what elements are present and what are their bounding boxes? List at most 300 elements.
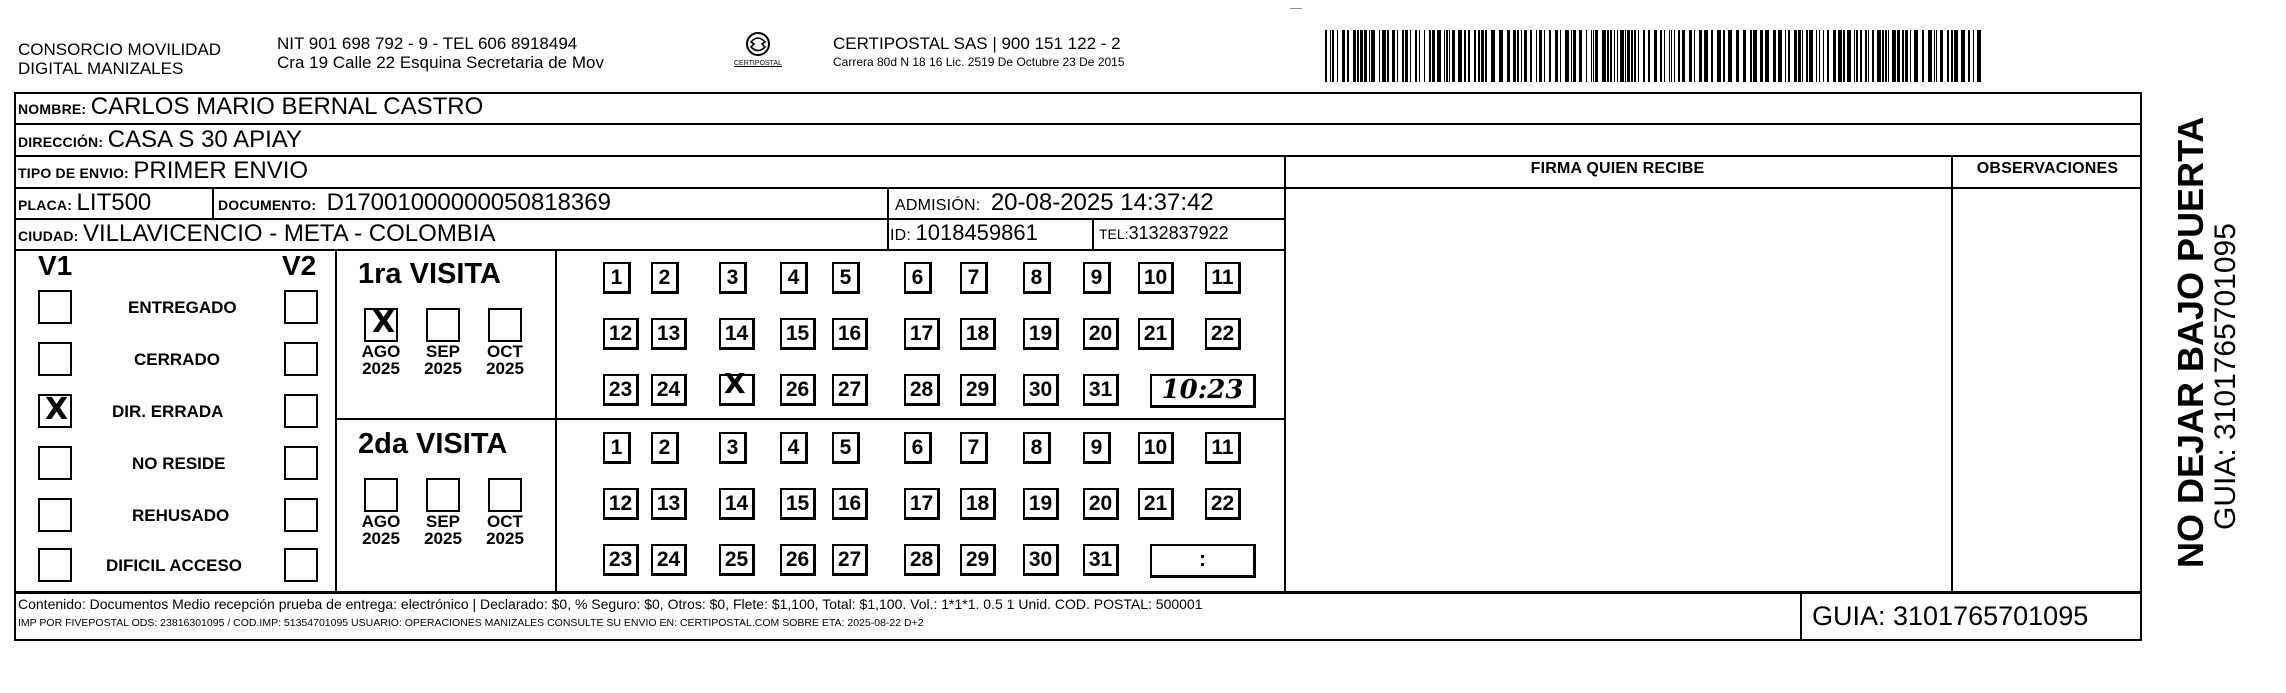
day-box[interactable] bbox=[1023, 544, 1059, 576]
certipostal-info bbox=[833, 34, 1125, 69]
day-box[interactable] bbox=[719, 488, 755, 520]
barcode-bar bbox=[1521, 30, 1522, 82]
barcode-bar bbox=[1617, 30, 1618, 82]
month-label bbox=[420, 513, 466, 547]
barcode-bar bbox=[1620, 30, 1624, 82]
day-number: 16 bbox=[837, 492, 862, 515]
v2-checkbox[interactable] bbox=[284, 446, 318, 480]
day-number: 2 bbox=[658, 266, 671, 289]
barcode-bar bbox=[1951, 30, 1953, 82]
day-box[interactable] bbox=[651, 544, 687, 576]
barcode-bar bbox=[1798, 30, 1801, 82]
month-checkbox[interactable] bbox=[364, 478, 398, 512]
day-number: 4 bbox=[787, 436, 800, 459]
barcode-bar bbox=[1699, 30, 1702, 82]
tipo-field bbox=[18, 157, 308, 185]
barcode-bar bbox=[1940, 30, 1943, 82]
day-box[interactable] bbox=[960, 318, 996, 350]
day-box[interactable] bbox=[719, 262, 747, 294]
day-number: 19 bbox=[1028, 492, 1053, 515]
barcode-bar bbox=[1429, 30, 1431, 82]
day-box[interactable] bbox=[780, 318, 816, 350]
day-box[interactable] bbox=[719, 432, 747, 464]
v1-label: V1 bbox=[38, 250, 73, 281]
barcode-bar bbox=[1819, 30, 1820, 82]
barcode-bar bbox=[1643, 30, 1645, 82]
barcode-bar bbox=[1892, 30, 1896, 82]
v-obs-left bbox=[1951, 155, 1953, 591]
day-box[interactable] bbox=[603, 262, 631, 294]
day-number: 14 bbox=[724, 492, 749, 515]
day-box[interactable] bbox=[780, 488, 816, 520]
barcode-bar bbox=[1631, 30, 1633, 82]
day-number: 28 bbox=[909, 548, 934, 571]
month-year: 2025 bbox=[424, 359, 462, 378]
day-number: 31 bbox=[1088, 548, 1113, 571]
barcode-bar bbox=[1934, 30, 1935, 82]
barcode-bar bbox=[1468, 30, 1470, 82]
barcode-bar bbox=[1860, 30, 1862, 82]
day-box[interactable] bbox=[719, 544, 755, 576]
day-box[interactable] bbox=[832, 318, 868, 350]
day-number: 7 bbox=[967, 266, 980, 289]
rule-1 bbox=[14, 123, 2142, 125]
v1-checkbox[interactable] bbox=[38, 446, 72, 480]
day-box[interactable] bbox=[1205, 488, 1241, 520]
month-year: 2025 bbox=[362, 359, 400, 378]
day-box[interactable] bbox=[832, 544, 868, 576]
day-box[interactable] bbox=[832, 374, 868, 406]
month-name: OCT bbox=[487, 342, 523, 361]
barcode-bar bbox=[1491, 30, 1495, 82]
placa-field bbox=[18, 189, 151, 217]
admision-value: 20-08-2025 14:37:42 bbox=[990, 189, 1214, 216]
day-number: 18 bbox=[965, 492, 990, 515]
barcode-bar bbox=[1337, 30, 1338, 82]
barcode-bar bbox=[1694, 30, 1695, 82]
barcode-bar bbox=[1458, 30, 1462, 82]
barcode-bar bbox=[1922, 30, 1924, 82]
barcode-bar bbox=[1364, 30, 1367, 82]
barcode-bar bbox=[1773, 30, 1776, 82]
day-number: 23 bbox=[608, 548, 633, 571]
v2-checkbox[interactable] bbox=[284, 394, 318, 428]
barcode-bar bbox=[1485, 30, 1487, 82]
direccion-label: DIRECCIÓN: bbox=[18, 134, 104, 150]
day-box[interactable] bbox=[651, 318, 687, 350]
id-field bbox=[890, 220, 1038, 246]
v1-checkbox[interactable] bbox=[38, 290, 72, 324]
day-box[interactable] bbox=[1083, 488, 1119, 520]
barcode-bar bbox=[1549, 30, 1551, 82]
month-year: 2025 bbox=[486, 359, 524, 378]
day-box[interactable] bbox=[1138, 262, 1174, 294]
time-value: : bbox=[1199, 548, 1206, 571]
barcode-bar bbox=[1382, 30, 1386, 82]
barcode-bar bbox=[1452, 30, 1455, 82]
day-box[interactable] bbox=[1083, 262, 1111, 294]
barcode-bar bbox=[1638, 30, 1639, 82]
certipostal-logo bbox=[726, 30, 790, 74]
day-number: 6 bbox=[911, 436, 924, 459]
company-line-2: DIGITAL MANIZALES bbox=[18, 59, 184, 78]
barcode-bar bbox=[1360, 30, 1363, 82]
status-label: REHUSADO bbox=[132, 506, 230, 525]
barcode-bar bbox=[1464, 30, 1466, 82]
v1-checkbox[interactable] bbox=[38, 394, 72, 428]
barcode-bar bbox=[1625, 30, 1626, 82]
day-box[interactable] bbox=[651, 488, 687, 520]
day-number: 24 bbox=[656, 548, 681, 571]
barcode-bar bbox=[1586, 30, 1587, 82]
day-number: 27 bbox=[837, 548, 862, 571]
tipo-label: TIPO DE ENVIO: bbox=[18, 165, 129, 181]
day-box[interactable] bbox=[1205, 432, 1241, 464]
month-name: OCT bbox=[487, 512, 523, 531]
company-line-1: CONSORCIO MOVILIDAD bbox=[18, 40, 222, 59]
day-number: 4 bbox=[787, 266, 800, 289]
day-box[interactable] bbox=[904, 374, 940, 406]
address-line: Cra 19 Calle 22 Esquina Secretaria de Mov bbox=[277, 53, 604, 72]
barcode-bar bbox=[1905, 30, 1908, 82]
logo-text: CERTIPOSTAL bbox=[734, 60, 782, 67]
barcode-bar bbox=[1704, 30, 1708, 82]
barcode-bar bbox=[1446, 30, 1448, 82]
observaciones-label: OBSERVACIONES bbox=[1976, 160, 2119, 177]
day-number: 8 bbox=[1030, 266, 1043, 289]
barcode-bar bbox=[1432, 30, 1435, 82]
barcode-bar bbox=[1481, 30, 1484, 82]
day-number: 29 bbox=[965, 378, 990, 401]
barcode-bar bbox=[1760, 30, 1763, 82]
admision-label: ADMISIÓN: bbox=[895, 197, 981, 214]
rule-2 bbox=[14, 155, 2142, 157]
month-year: 2025 bbox=[424, 529, 462, 548]
day-number: 17 bbox=[909, 492, 934, 515]
v-admision bbox=[887, 187, 889, 249]
barcode-bar bbox=[1536, 30, 1537, 82]
day-number: 3 bbox=[726, 266, 739, 289]
header-mark bbox=[1290, 8, 1302, 9]
barcode-bar bbox=[1968, 30, 1970, 82]
barcode-bar bbox=[1371, 30, 1375, 82]
day-box[interactable] bbox=[1205, 262, 1241, 294]
barcode-bar bbox=[1823, 30, 1824, 82]
barcode-bar bbox=[1387, 30, 1389, 82]
barcode-bar bbox=[1449, 30, 1450, 82]
nombre-value: CARLOS MARIO BERNAL CASTRO bbox=[90, 93, 484, 120]
barcode-bar bbox=[1369, 30, 1370, 82]
day-box[interactable] bbox=[960, 262, 988, 294]
firma-label: FIRMA QUIEN RECIBE bbox=[1530, 160, 1705, 177]
barcode-bar bbox=[1530, 30, 1532, 82]
day-number: 24 bbox=[656, 378, 681, 401]
barcode-bar bbox=[1711, 30, 1713, 82]
v-status bbox=[335, 249, 337, 591]
month-name: AGO bbox=[361, 512, 401, 531]
day-box[interactable] bbox=[603, 432, 631, 464]
barcode-bar bbox=[1555, 30, 1558, 82]
day-number: 19 bbox=[1028, 322, 1053, 345]
day-box[interactable] bbox=[780, 432, 808, 464]
day-number: 25 bbox=[724, 548, 749, 571]
barcode-bar bbox=[1961, 30, 1965, 82]
barcode-bar bbox=[1868, 30, 1869, 82]
barcode-bar bbox=[1843, 30, 1845, 82]
month-check-mark: X bbox=[372, 305, 396, 340]
barcode-bar bbox=[1560, 30, 1561, 82]
barcode-bar bbox=[1524, 30, 1527, 82]
rule-visit-split bbox=[335, 418, 1284, 420]
day-box[interactable] bbox=[1023, 318, 1059, 350]
tipo-value: PRIMER ENVIO bbox=[133, 157, 309, 184]
v1-checkbox[interactable] bbox=[38, 548, 72, 582]
month-checkbox[interactable] bbox=[364, 305, 398, 342]
barcode-bar bbox=[1936, 30, 1937, 82]
day-number: 10 bbox=[1143, 436, 1168, 459]
rule-right-header bbox=[1284, 187, 2142, 189]
day-box[interactable] bbox=[780, 544, 816, 576]
admision-field bbox=[895, 189, 1214, 217]
barcode-bar bbox=[1593, 30, 1594, 82]
id-label: ID: bbox=[890, 227, 912, 244]
barcode-bar bbox=[1330, 30, 1331, 82]
day-box[interactable] bbox=[603, 544, 639, 576]
barcode-bar bbox=[1847, 30, 1851, 82]
month-checkbox[interactable] bbox=[426, 478, 460, 512]
day-box[interactable] bbox=[904, 432, 932, 464]
barcode-bar bbox=[1654, 30, 1657, 82]
day-number: 10 bbox=[1143, 266, 1168, 289]
day-number: 17 bbox=[909, 322, 934, 345]
barcode-bar bbox=[1678, 30, 1680, 82]
barcode-bar bbox=[1802, 30, 1803, 82]
day-box[interactable] bbox=[603, 374, 639, 406]
barcode-bar bbox=[1610, 30, 1612, 82]
month-year: 2025 bbox=[486, 529, 524, 548]
day-number: 26 bbox=[785, 548, 810, 571]
day-box[interactable] bbox=[960, 488, 996, 520]
imp-text: IMP POR FIVEPOSTAL ODS: 23816301095 / COD.IMP: 51354701095 USUARIO: OPERACIONES MANIZALES CONSULTE SU ENVIO EN: CERTIPOSTAL.COM SOBRE ETA: 2025-08-22 D+2 bbox=[18, 617, 924, 629]
v1-checkbox[interactable] bbox=[38, 342, 72, 376]
direccion-value: CASA S 30 APIAY bbox=[107, 126, 303, 153]
barcode-bar bbox=[1753, 30, 1757, 82]
second-visit-label: 2da VISITA bbox=[358, 428, 508, 460]
day-number: 1 bbox=[610, 266, 623, 289]
barcode-bar bbox=[1928, 30, 1932, 82]
month-checkbox[interactable] bbox=[488, 308, 522, 342]
second-visit-time[interactable] bbox=[1150, 544, 1256, 578]
day-number: 11 bbox=[1211, 266, 1234, 289]
day-box[interactable] bbox=[1205, 318, 1241, 350]
day-box[interactable] bbox=[1083, 374, 1119, 406]
day-box[interactable] bbox=[832, 432, 860, 464]
barcode-bar bbox=[1750, 30, 1752, 82]
barcode-bar bbox=[1444, 30, 1445, 82]
barcode-bar bbox=[1856, 30, 1858, 82]
day-number: 28 bbox=[909, 378, 934, 401]
day-box[interactable] bbox=[780, 262, 808, 294]
barcode-bar bbox=[1865, 30, 1867, 82]
barcode-bar bbox=[1357, 30, 1359, 82]
day-number: 8 bbox=[1030, 436, 1043, 459]
month-checkbox[interactable] bbox=[488, 478, 522, 512]
barcode-bar bbox=[1332, 30, 1334, 82]
tel-field bbox=[1099, 223, 1229, 244]
day-box[interactable] bbox=[603, 488, 639, 520]
barcode-bar bbox=[1728, 30, 1732, 82]
day-box[interactable] bbox=[904, 488, 940, 520]
day-box[interactable] bbox=[1023, 488, 1059, 520]
day-box[interactable] bbox=[1083, 544, 1119, 576]
day-number: 12 bbox=[608, 322, 633, 345]
barcode-bar bbox=[1785, 30, 1786, 82]
month-label bbox=[482, 513, 528, 547]
day-box[interactable] bbox=[960, 432, 988, 464]
barcode-bar bbox=[1405, 30, 1408, 82]
barcode-bar bbox=[1910, 30, 1911, 82]
barcode-bar bbox=[1424, 30, 1425, 82]
status-label: NO RESIDE bbox=[132, 454, 226, 473]
v-tel bbox=[1092, 218, 1094, 249]
v1-check-mark: X bbox=[45, 392, 69, 427]
day-box[interactable] bbox=[832, 488, 868, 520]
day-number: 9 bbox=[1090, 436, 1103, 459]
status-label: DIFICIL ACCESO bbox=[106, 556, 243, 575]
month-year: 2025 bbox=[362, 529, 400, 548]
day-number: 21 bbox=[1143, 492, 1168, 515]
barcode-bar bbox=[1885, 30, 1887, 82]
barcode-bar bbox=[1888, 30, 1889, 82]
barcode-bar bbox=[1765, 30, 1769, 82]
v-months bbox=[555, 249, 557, 591]
day-box[interactable] bbox=[1138, 318, 1174, 350]
day-box[interactable] bbox=[719, 367, 755, 406]
day-number: 12 bbox=[608, 492, 633, 515]
time-value: 10:23 bbox=[1161, 375, 1244, 405]
barcode-bar bbox=[1973, 30, 1974, 82]
day-box[interactable] bbox=[1083, 318, 1119, 350]
barcode-bar bbox=[1806, 30, 1808, 82]
barcode-bar bbox=[1507, 30, 1510, 82]
day-box[interactable] bbox=[651, 432, 679, 464]
day-box[interactable] bbox=[960, 374, 996, 406]
v1-checkbox[interactable] bbox=[38, 498, 72, 532]
day-box[interactable] bbox=[960, 544, 996, 576]
day-box[interactable] bbox=[1023, 432, 1051, 464]
barcode-bar bbox=[1827, 30, 1829, 82]
barcode-bar bbox=[1689, 30, 1692, 82]
barcode-bar bbox=[1838, 30, 1842, 82]
barcode-bar bbox=[1402, 30, 1404, 82]
barcode bbox=[1325, 30, 1985, 82]
day-box[interactable] bbox=[832, 262, 860, 294]
status-label: CERRADO bbox=[134, 350, 220, 369]
day-box[interactable] bbox=[780, 374, 816, 406]
barcode-bar bbox=[1544, 30, 1545, 82]
day-box[interactable] bbox=[651, 374, 687, 406]
month-label bbox=[358, 513, 404, 547]
day-box[interactable] bbox=[904, 318, 940, 350]
day-number: 14 bbox=[724, 322, 749, 345]
barcode-bar bbox=[1571, 30, 1572, 82]
v2-label: V2 bbox=[282, 250, 317, 281]
barcode-bar bbox=[1634, 30, 1636, 82]
month-name: SEP bbox=[425, 512, 461, 531]
tel-label: TEL: bbox=[1099, 226, 1129, 242]
day-box[interactable] bbox=[1138, 432, 1174, 464]
barcode-bar bbox=[1627, 30, 1630, 82]
barcode-bar bbox=[1437, 30, 1441, 82]
day-number: 20 bbox=[1088, 322, 1113, 345]
month-checkbox[interactable] bbox=[426, 308, 460, 342]
day-box[interactable] bbox=[904, 262, 932, 294]
v2-checkbox[interactable] bbox=[284, 498, 318, 532]
side-guia: GUIA: 3101765701095 bbox=[2209, 223, 2242, 530]
barcode-bar bbox=[1565, 30, 1569, 82]
day-check-mark: X bbox=[724, 367, 746, 400]
barcode-bar bbox=[1591, 30, 1592, 82]
barcode-bar bbox=[1392, 30, 1395, 82]
day-box[interactable] bbox=[603, 318, 639, 350]
day-number: 11 bbox=[1211, 436, 1234, 459]
day-box[interactable] bbox=[1138, 488, 1174, 520]
company-details bbox=[277, 34, 604, 72]
barcode-bar bbox=[1947, 30, 1949, 82]
direccion-field bbox=[18, 126, 302, 154]
day-number: 3 bbox=[726, 436, 739, 459]
rule-5 bbox=[14, 249, 1284, 251]
placa-label: PLACA: bbox=[18, 197, 73, 213]
documento-value: D17001000000050818369 bbox=[326, 189, 611, 216]
certipostal-address: Carrera 80d N 18 16 Lic. 2519 De Octubre 23 De 2015 bbox=[833, 55, 1125, 69]
first-visit-time[interactable] bbox=[1150, 374, 1256, 408]
barcode-bar bbox=[1478, 30, 1480, 82]
day-box[interactable] bbox=[1083, 432, 1111, 464]
barcode-bar bbox=[1882, 30, 1884, 82]
day-number: 16 bbox=[837, 322, 862, 345]
v2-checkbox[interactable] bbox=[284, 548, 318, 582]
v2-checkbox[interactable] bbox=[284, 342, 318, 376]
barcode-bar bbox=[1517, 30, 1519, 82]
day-number: 15 bbox=[785, 322, 810, 345]
day-box[interactable] bbox=[719, 318, 755, 350]
day-number: 31 bbox=[1088, 378, 1113, 401]
month-label bbox=[482, 343, 528, 377]
placa-value: LIT500 bbox=[76, 189, 152, 216]
company-name bbox=[18, 40, 221, 78]
barcode-bar bbox=[1954, 30, 1958, 82]
barcode-bar bbox=[1897, 30, 1900, 82]
barcode-bar bbox=[1648, 30, 1650, 82]
ciudad-value: VILLAVICENCIO - META - COLOMBIA bbox=[82, 220, 496, 247]
day-box[interactable] bbox=[904, 544, 940, 576]
day-number: 23 bbox=[608, 378, 633, 401]
id-value: 1018459861 bbox=[915, 220, 1038, 245]
barcode-bar bbox=[1671, 30, 1672, 82]
day-box[interactable] bbox=[1023, 374, 1059, 406]
day-number: 18 bbox=[965, 322, 990, 345]
day-number: 13 bbox=[656, 492, 681, 515]
v2-checkbox[interactable] bbox=[284, 290, 318, 324]
day-box[interactable] bbox=[651, 262, 679, 294]
day-number: 21 bbox=[1143, 322, 1168, 345]
day-box[interactable] bbox=[1023, 262, 1051, 294]
day-number: 2 bbox=[658, 436, 671, 459]
nombre-label: NOMBRE: bbox=[18, 101, 87, 117]
month-label bbox=[358, 343, 404, 377]
barcode-bar bbox=[1595, 30, 1598, 82]
